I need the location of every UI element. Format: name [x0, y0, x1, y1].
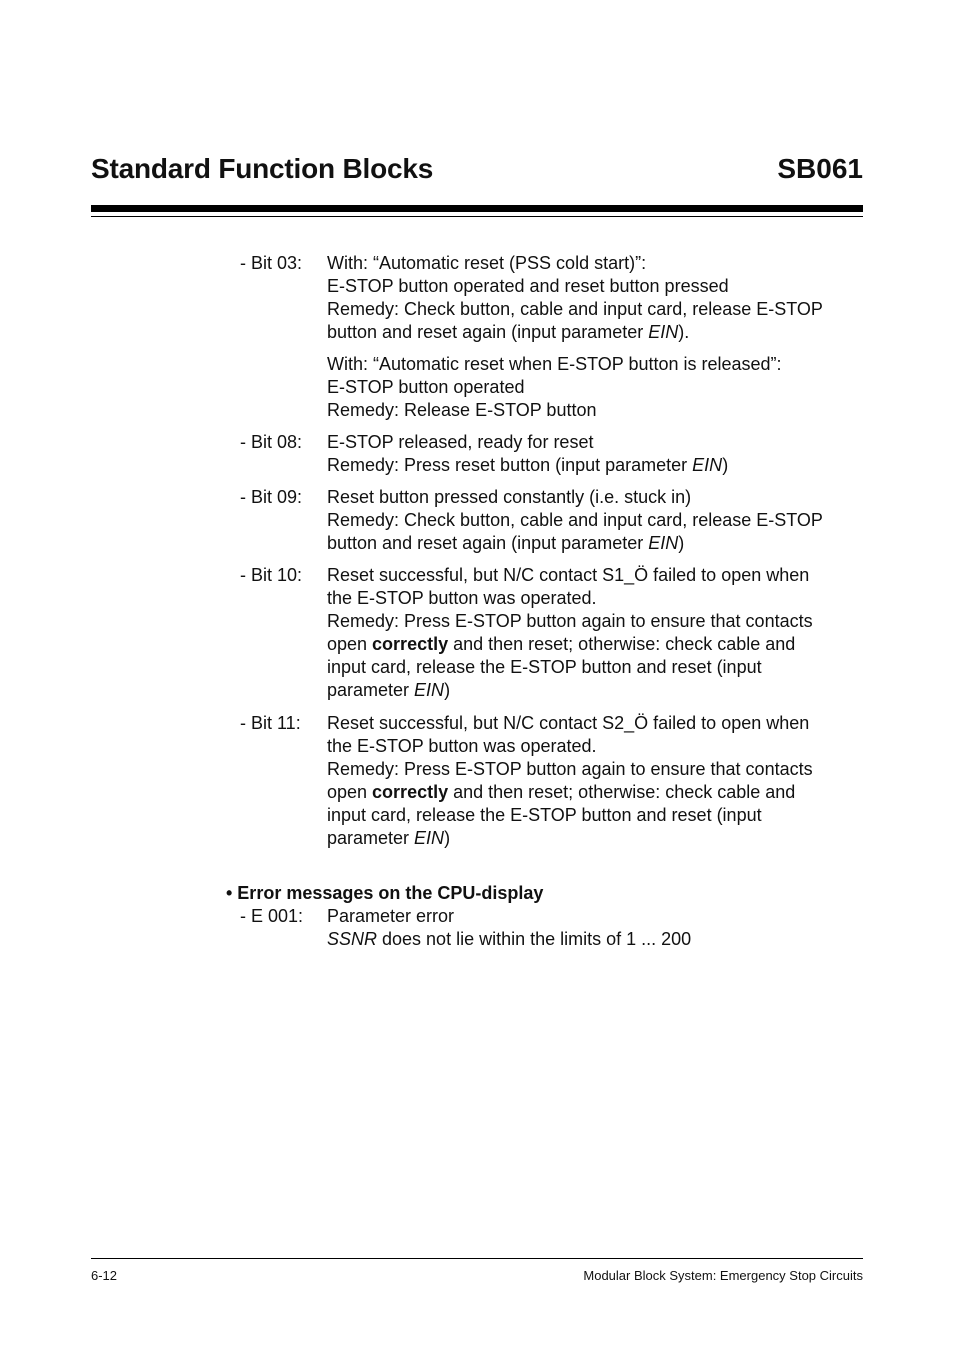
text-run: Remedy: Press reset button (input parameter [327, 455, 693, 475]
document-title: Modular Block System: Emergency Stop Circuits [583, 1268, 863, 1283]
param-name: EIN [414, 680, 445, 700]
param-name: SSNR [327, 929, 378, 949]
bit-11-text [327, 712, 872, 850]
text-line: Remedy: Release E-STOP button [327, 400, 597, 420]
bit-03-label: - Bit 03: [240, 253, 303, 273]
text-line: Remedy: Check button, cable and input card, release E-STOP [327, 510, 823, 530]
text-line: With: “Automatic reset when E-STOP button is released”: [327, 354, 782, 374]
text-line [327, 532, 872, 555]
page-number: 6-12 [91, 1268, 118, 1283]
bit-10-label: - Bit 10: [240, 565, 303, 585]
text-line: Parameter error [327, 906, 455, 926]
text-line: the E-STOP button was operated. [327, 736, 597, 756]
bit-10-text [327, 564, 872, 702]
header-rule-thin [91, 216, 863, 217]
text-line: With: “Automatic reset (PSS cold start)”: [327, 253, 647, 273]
error-messages-heading: • Error messages on the CPU-display [226, 883, 544, 903]
text-run: ) [444, 828, 451, 848]
bit-08-label: - Bit 08: [240, 432, 303, 452]
text-line: the E-STOP button was operated. [327, 588, 597, 608]
text-run: open [327, 634, 373, 654]
text-line: E-STOP released, ready for reset [327, 432, 594, 452]
text-line [327, 781, 872, 804]
text-line: Remedy: Check button, cable and input card, release E-STOP [327, 299, 823, 319]
text-line: E-STOP button operated and reset button pressed [327, 276, 729, 296]
text-run: button and reset again (input parameter [327, 533, 649, 553]
text-line: input card, release the E-STOP button and reset (input [327, 805, 762, 825]
text-line: Remedy: Press E-STOP button again to ensure that contacts [327, 611, 813, 631]
footer-rule [91, 1258, 863, 1259]
text-run: does not lie within the limits of 1 ... 200 [377, 929, 692, 949]
text-run: and then reset; otherwise: check cable and [448, 634, 796, 654]
text-run: ) [444, 680, 451, 700]
text-run: parameter [327, 680, 415, 700]
text-line: Reset button pressed constantly (i.e. stuck in) [327, 487, 692, 507]
param-name: EIN [692, 455, 723, 475]
param-name: EIN [648, 322, 679, 342]
error-e001-text [327, 905, 872, 951]
text-line: Remedy: Press E-STOP button again to ensure that contacts [327, 759, 813, 779]
text-line: input card, release the E-STOP button and reset (input [327, 657, 762, 677]
text-line [327, 928, 872, 951]
bit-11-label: - Bit 11: [240, 713, 301, 733]
text-line: E-STOP button operated [327, 377, 525, 397]
emphasis: correctly [372, 634, 449, 654]
text-run: open [327, 782, 373, 802]
page-header [91, 153, 863, 193]
text-line [327, 633, 872, 656]
text-line [327, 321, 872, 344]
text-run: button and reset again (input parameter [327, 322, 649, 342]
error-e001-label: - E 001: [240, 906, 304, 926]
text-line [327, 679, 872, 702]
text-line: Reset successful, but N/C contact S2_Ö failed to open when [327, 713, 810, 733]
bit-03-text [327, 252, 872, 422]
bit-08-text [327, 431, 872, 477]
block-code: SB061 [777, 153, 863, 184]
text-run: parameter [327, 828, 415, 848]
param-name: EIN [648, 533, 679, 553]
text-run: ) [722, 455, 729, 475]
text-run: ). [678, 322, 690, 342]
emphasis: correctly [372, 782, 449, 802]
bit-09-label: - Bit 09: [240, 487, 303, 507]
page-title: Standard Function Blocks [91, 153, 434, 184]
header-rule-thick [91, 205, 863, 212]
text-run: and then reset; otherwise: check cable and [448, 782, 796, 802]
text-line [327, 827, 872, 850]
text-run: ) [678, 533, 685, 553]
text-line: Reset successful, but N/C contact S1_Ö failed to open when [327, 565, 810, 585]
bit-09-text [327, 486, 872, 555]
text-line [327, 454, 872, 477]
param-name: EIN [414, 828, 445, 848]
